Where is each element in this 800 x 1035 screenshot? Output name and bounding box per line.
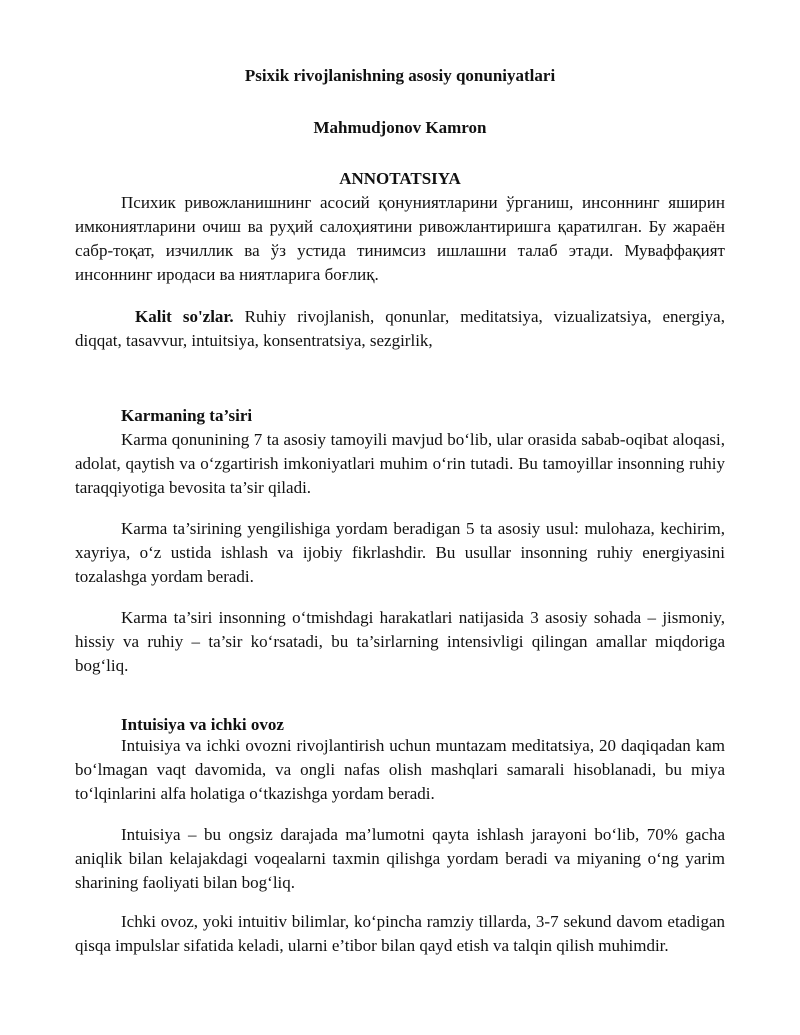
karma-paragraph-1: Karma qonunining 7 ta asosiy tamoyili mavjud bo‘lib, ular orasida sabab-oqibat aloqasi, adolat, qaytish va o‘zgartirish imkoniyatlari muhim o‘rin tutadi. Bu tamoyillar insonning ruhiy taraqqiyotiga bevosita ta’sir qiladi. — [75, 430, 725, 497]
karma-paragraph-3: Karma ta’siri insonning o‘tmishdagi harakatlari natijasida 3 asosiy sohada – jismoniy, hissiy va ruhiy – ta’sir ko‘rsatadi, bu ta’sirlarning intensivligi qilingan amallar miqdoriga bog‘liq. — [75, 608, 725, 675]
abstract-heading: ANNOTATSIYA — [339, 169, 461, 188]
keywords-label: Kalit so'zlar. — [135, 307, 234, 326]
document-title: Psixik rivojlanishning asosiy qonuniyatlari — [244, 66, 556, 85]
keywords-text: Ruhiy rivojlanish, qonunlar, meditatsiya, vizualizatsiya, energiya, diqqat, tasavvur, intuitsiya, konsentratsiya, sezgirlik, — [75, 307, 725, 350]
karma-paragraph-2: Karma ta’sirining yengilishiga yordam beradigan 5 ta asosiy usul: mulohaza, kechirim, xayriya, o‘z ustida ishlash va ijobiy fikrlashdir. Bu usullar insonning ruhiy energiyasini tozalashga yordam beradi. — [75, 519, 725, 586]
intuition-paragraph-3: Ichki ovoz, yoki intuitiv bilimlar, ko‘pincha ramziy tillarda, 3-7 sekund davom etadigan qisqa impulslar sifatida keladi, ularni e’tibor bilan qayd etish va talqin qilish muhimdir. — [75, 912, 725, 955]
section-heading-intuition: Intuisiya va ichki ovoz — [121, 715, 284, 734]
intuition-paragraph-2: Intuisiya – bu ongsiz darajada ma’lumotni qayta ishlash jarayoni bo‘lib, 70% gacha aniqlik bilan kelajakdagi voqealarni taxmin qilishga yordam beradi va miyaning o‘ng yarim sharining faoliyati bilan bog‘liq. — [75, 825, 725, 892]
keywords-paragraph — [75, 305, 725, 353]
author-name: Mahmudjonov Kamron — [313, 118, 487, 137]
abstract-paragraph: Психик ривожланишнинг асосий қонуниятларини ўрганиш, инсоннинг яширин имкониятларини очиш ва руҳий салоҳиятини ривожлантиришга қаратилган. Бу жараён сабр-тоқат, изчиллик ва ўз устида тинимсиз ишлашни талаб этади. Муваффақият инсоннинг иродаси ва ниятларига боғлиқ. — [75, 193, 725, 284]
intuition-paragraph-1: Intuisiya va ichki ovozni rivojlantirish uchun muntazam meditatsiya, 20 daqiqadan kam bo‘lmagan vaqt davomida, va ongli nafas olish mashqlari samarali hisoblanadi, bu miya to‘lqinlarini alfa holatiga o‘tkazishga yordam beradi. — [75, 736, 725, 803]
section-heading-karma: Karmaning ta’siri — [121, 406, 253, 425]
